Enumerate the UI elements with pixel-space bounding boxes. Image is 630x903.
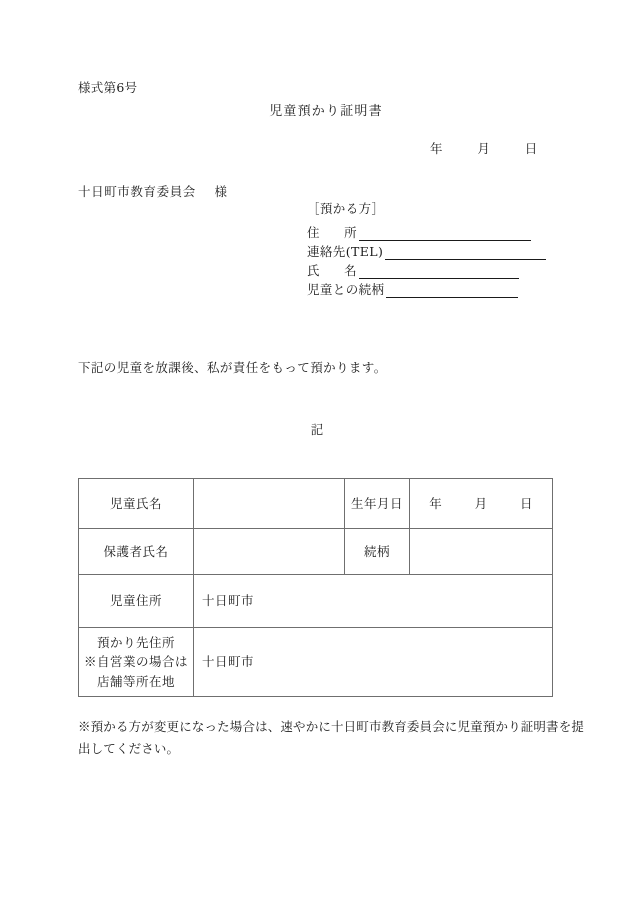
keeper-relation-row bbox=[307, 279, 546, 298]
guardian-name-label: 保護者氏名 bbox=[79, 529, 194, 575]
ki-mark: 記 bbox=[310, 422, 324, 437]
footer-note-line-1: ※預かる方が変更になった場合は、速やかに十日町市教育委員会に児童預かり証明書を提 bbox=[78, 719, 585, 734]
birthdate-month-label: 月 bbox=[474, 495, 488, 511]
child-details-table bbox=[78, 478, 553, 697]
guardian-relation-value[interactable] bbox=[410, 529, 553, 575]
date-year-label: 年 bbox=[430, 141, 443, 156]
addressee-organization: 十日町市教育委員会 bbox=[78, 184, 196, 199]
keeper-address-label-line-1: 預かり先住所 bbox=[96, 635, 175, 650]
keeper-relation-label: 児童との続柄 bbox=[307, 282, 385, 297]
document-title: 児童預かり証明書 bbox=[269, 104, 383, 119]
keeper-address-label-line-2: ※自営業の場合は bbox=[83, 654, 188, 670]
keeper-name-row bbox=[307, 260, 546, 279]
keeper-tel-label: 連絡先(TEL) bbox=[307, 244, 384, 259]
child-address-value[interactable]: 十日町市 bbox=[194, 575, 553, 628]
keeper-tel-input[interactable] bbox=[385, 246, 546, 260]
child-birthdate-label: 生年月日 bbox=[345, 479, 410, 529]
keeper-address-row bbox=[307, 222, 546, 241]
form-number: 様式第6号 bbox=[78, 80, 138, 95]
table-row-keeper-address bbox=[79, 628, 553, 697]
keeper-name-input[interactable] bbox=[359, 265, 519, 279]
keeper-relation-input[interactable] bbox=[386, 284, 518, 298]
keeper-name-label: 氏 名 bbox=[307, 263, 357, 278]
child-birthdate-value[interactable] bbox=[410, 479, 553, 529]
birthdate-year-label: 年 bbox=[429, 495, 443, 511]
keeper-info-block bbox=[307, 199, 546, 298]
footer-note-line-2: 出してください。 bbox=[78, 740, 180, 756]
keeper-address-table-value[interactable]: 十日町市 bbox=[194, 628, 553, 697]
child-address-label: 児童住所 bbox=[79, 575, 194, 628]
birthdate-day-label: 日 bbox=[519, 495, 533, 511]
table-row-child-address bbox=[79, 575, 553, 628]
keeper-block-heading: ［預かる方］ bbox=[307, 201, 385, 216]
date-month-label: 月 bbox=[477, 141, 491, 156]
issue-date-line bbox=[430, 139, 538, 157]
keeper-address-label-line-3: 店舗等所在地 bbox=[96, 673, 175, 689]
footer-note bbox=[78, 716, 585, 760]
child-name-label: 児童氏名 bbox=[79, 479, 194, 529]
table-row-child-name bbox=[79, 479, 553, 529]
child-name-value[interactable] bbox=[194, 479, 345, 529]
keeper-address-label: 住 所 bbox=[307, 225, 357, 240]
keeper-tel-row bbox=[307, 241, 546, 260]
table-row-guardian-name bbox=[79, 529, 553, 575]
addressee bbox=[78, 182, 228, 200]
declaration-statement: 下記の児童を放課後、私が責任をもって預かります。 bbox=[78, 360, 387, 375]
guardian-relation-label: 続柄 bbox=[345, 529, 410, 575]
keeper-address-input[interactable] bbox=[359, 227, 531, 241]
guardian-name-value[interactable] bbox=[194, 529, 345, 575]
keeper-address-table-label bbox=[79, 628, 194, 697]
date-day-label: 日 bbox=[524, 141, 538, 156]
addressee-honorific: 様 bbox=[214, 184, 228, 199]
